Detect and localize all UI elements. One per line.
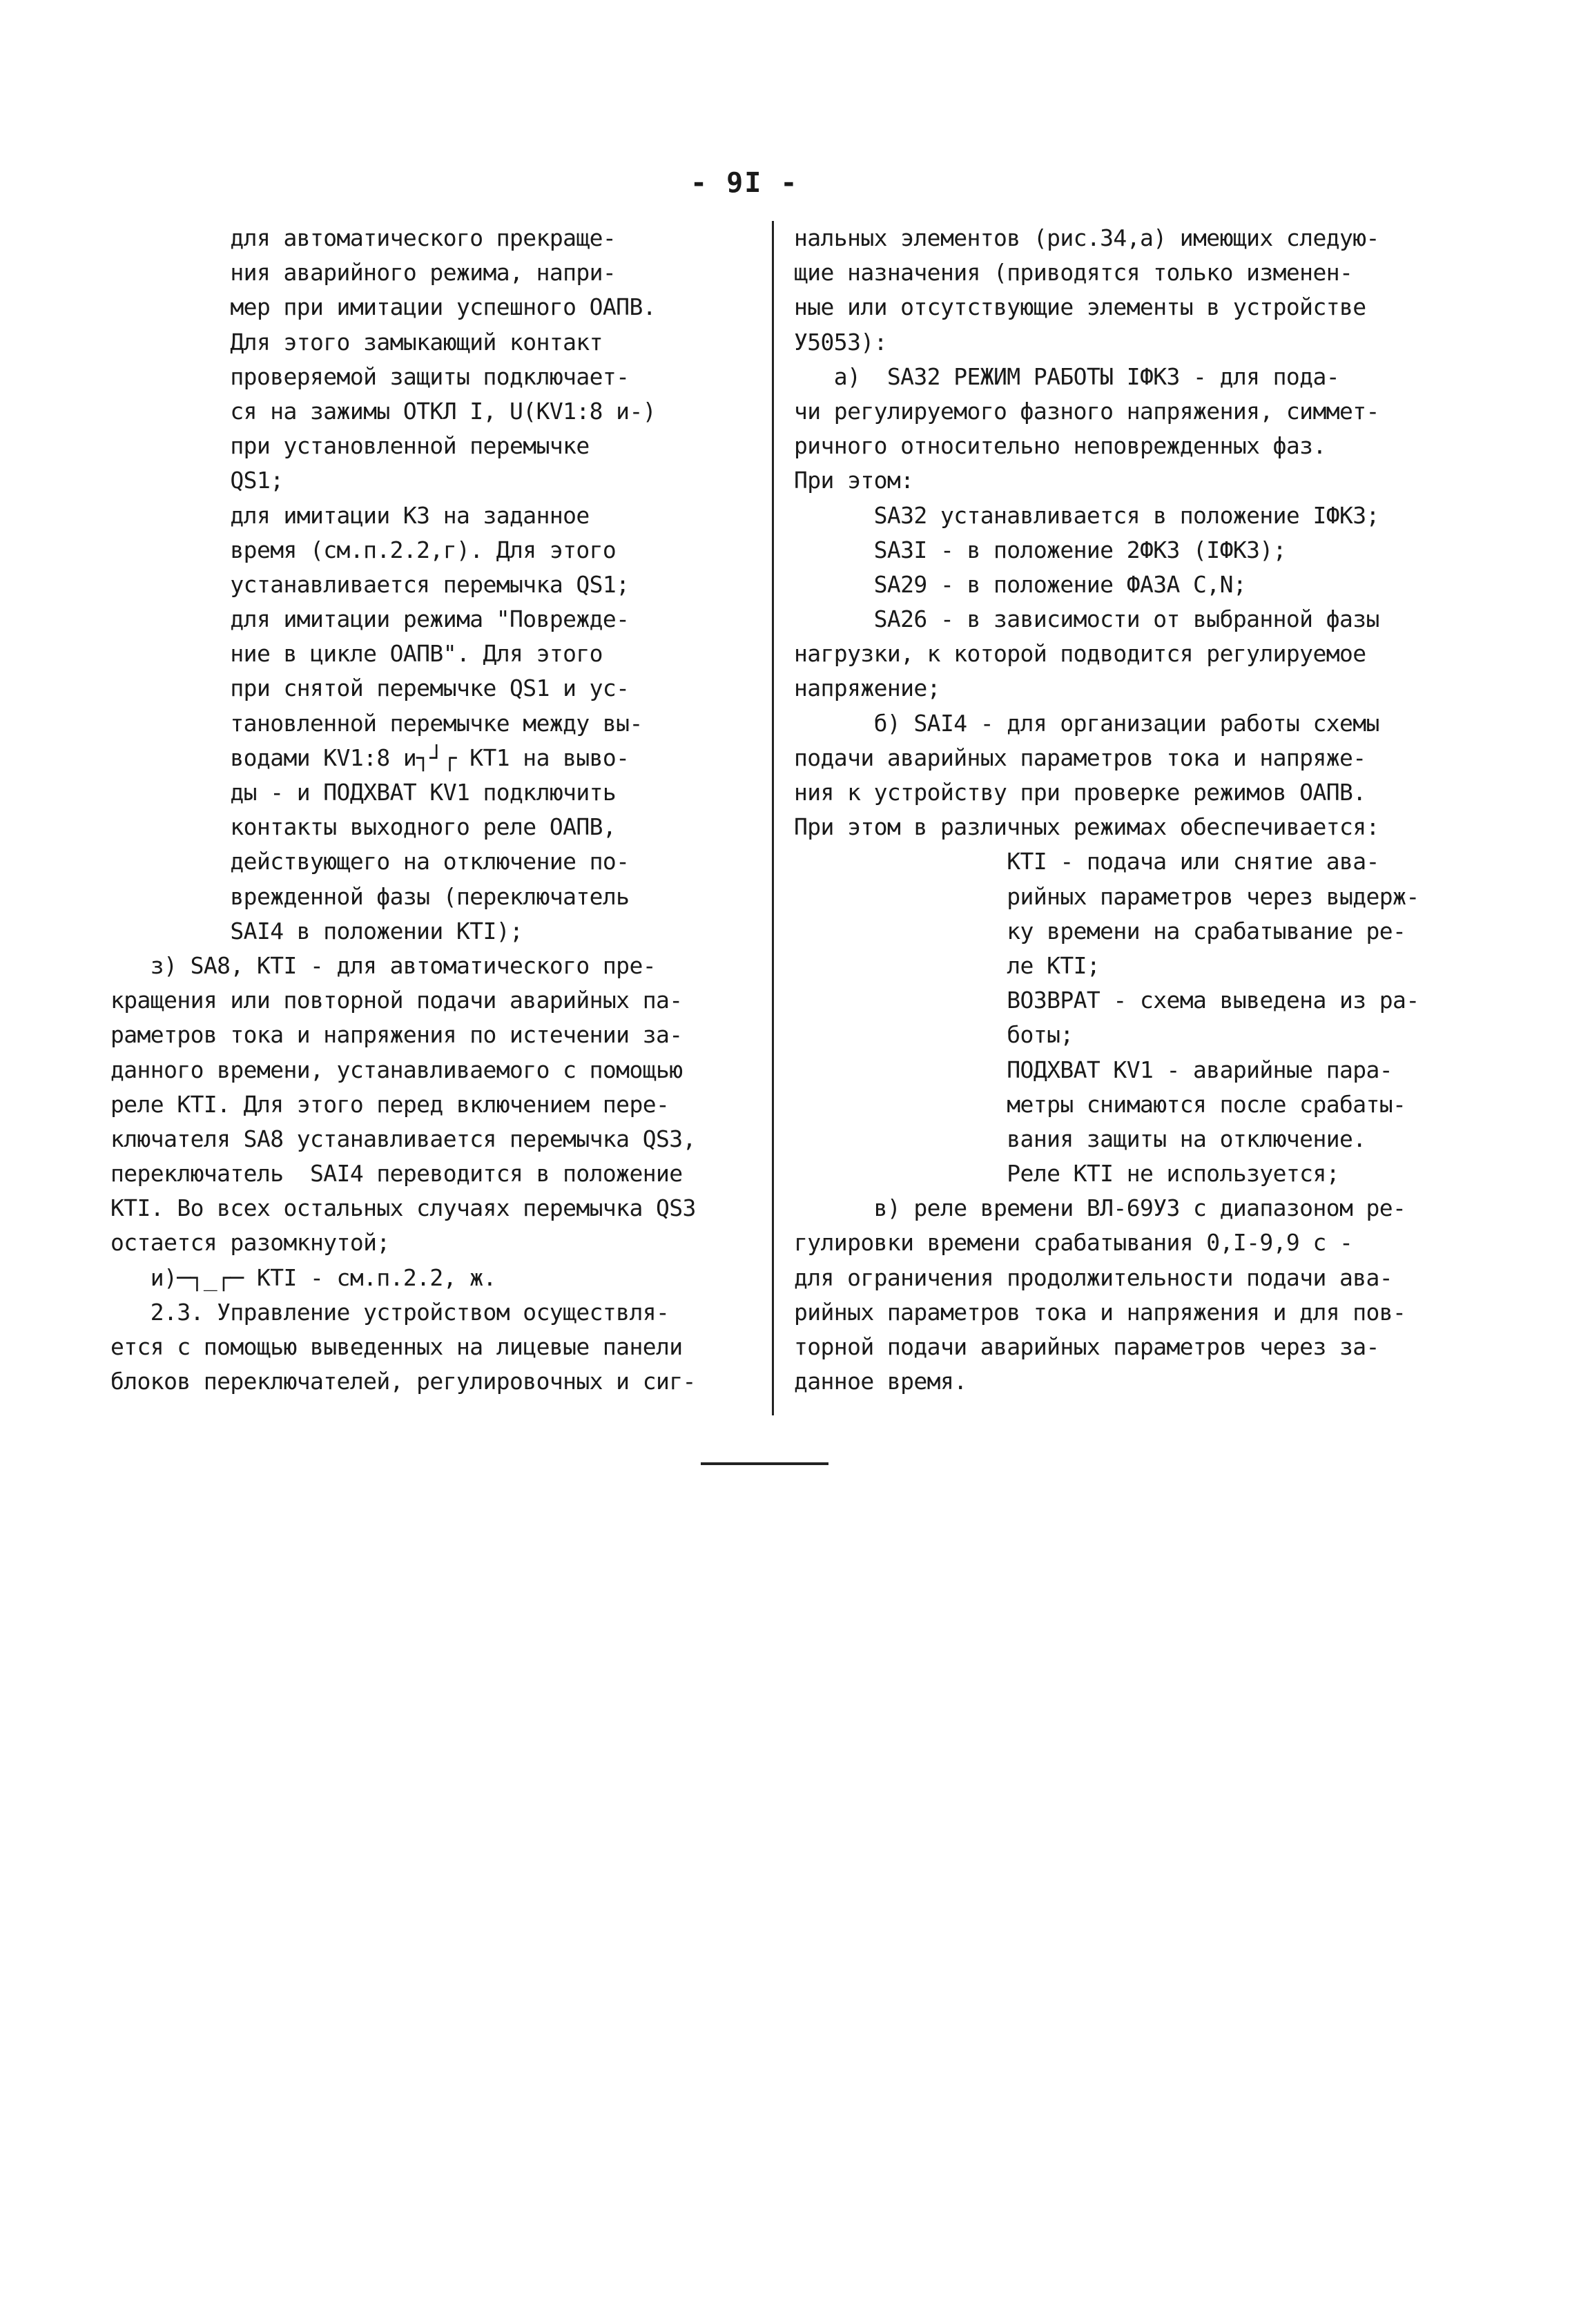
text-line: для имитации КЗ на заданное (110, 501, 590, 529)
text-line: ВОЗВРАТ - схема выведена из ра- (794, 987, 1419, 1014)
text-line: ды - и ПОДХВАТ KV1 подключить (110, 779, 617, 806)
text-line: Для этого замыкающий контакт (110, 328, 603, 356)
text-line: ные или отсутствующие элементы в устройстве (794, 293, 1366, 321)
text-line: 2.3. Управление устройством осуществля- (110, 1298, 670, 1326)
text-line: кращения или повторной подачи аварийных па- (110, 987, 683, 1014)
text-line: SA29 - в положение ФАЗА С,N; (794, 570, 1247, 598)
text-line: При этом в различных режимах обеспечивается: (794, 813, 1379, 841)
text-line: проверяемой защиты подключает- (110, 362, 630, 390)
text-line: и)─┐_┌─ КТI - см.п.2.2, ж. (110, 1263, 496, 1291)
text-line: действующего на отключение по- (110, 848, 630, 875)
text-line: ку времени на срабатывание ре- (794, 917, 1406, 945)
text-line: блоков переключателей, регулировочных и сиг- (110, 1368, 696, 1395)
text-line: контакты выходного реле ОАПВ, (110, 813, 617, 841)
text-line: при установленной перемычке (110, 432, 590, 460)
text-line: остается разомкнутой; (110, 1229, 390, 1257)
text-line: нагрузки, к которой подводится регулируемое (794, 640, 1366, 668)
text-line: Реле КТI не используется; (794, 1160, 1339, 1188)
text-line: для имитации режима "Поврежде- (110, 606, 630, 633)
text-line: реле КТI. Для этого перед включением пере- (110, 1090, 670, 1118)
text-line: для ограничения продолжительности подачи ава- (794, 1263, 1393, 1291)
page-number: - 9I - (690, 167, 799, 199)
text-line: ключателя SA8 устанавливается перемычка QS3, (110, 1125, 696, 1152)
text-line: ние в цикле ОАПВ". Для этого (110, 640, 603, 668)
text-line: ричного относительно неповрежденных фаз. (794, 432, 1326, 460)
text-line: боты; (794, 1021, 1074, 1049)
text-line: QS1; (110, 467, 284, 494)
text-line: щие назначения (приводятся только изменен- (794, 259, 1353, 287)
text-line: ется с помощью выведенных на лицевые панели (110, 1333, 683, 1360)
text-line: SA26 - в зависимости от выбранной фазы (794, 606, 1379, 633)
text-line: ле КТI; (794, 951, 1101, 979)
text-line: SAI4 в положении КТI); (110, 917, 523, 945)
text-line: ся на зажимы ОТКЛ I, U(KV1:8 и-) (110, 397, 656, 425)
text-line: время (см.п.2.2,г). Для этого (110, 536, 617, 563)
text-line: раметров тока и напряжения по истечении за- (110, 1021, 683, 1049)
text-line: рийных параметров через выдерж- (794, 882, 1419, 910)
right-column (794, 221, 1484, 1399)
left-column (110, 221, 759, 1399)
end-rule (701, 1462, 828, 1465)
text-line: рийных параметров тока и напряжения и для пов- (794, 1298, 1406, 1326)
text-line: вания защиты на отключение. (794, 1125, 1366, 1152)
text-line: SA32 устанавливается в положение IФКЗ; (794, 501, 1379, 529)
text-line: тановленной перемычке между вы- (110, 709, 643, 737)
text-line: SA3I - в положение 2ФКЗ (IФКЗ); (794, 536, 1286, 563)
text-line: данного времени, устанавливаемого с помощью (110, 1056, 683, 1083)
column-divider (772, 221, 774, 1415)
text-line: нальных элементов (рис.34,а) имеющих следую- (794, 224, 1379, 251)
text-line: ния к устройству при проверке режимов ОАПВ. (794, 779, 1366, 806)
text-line: ния аварийного режима, напри- (110, 259, 617, 287)
text-line: переключатель SAI4 переводится в положение (110, 1160, 683, 1188)
text-line: КТI - подача или снятие ава- (794, 848, 1379, 875)
text-line: в) реле времени ВЛ-69УЗ с диапазоном ре- (794, 1194, 1406, 1222)
text-line: КТI. Во всех остальных случаях перемычка QS3 (110, 1194, 696, 1222)
text-line: напряжение; (794, 675, 940, 702)
text-line: данное время. (794, 1368, 967, 1395)
text-line: врежденной фазы (переключатель (110, 882, 630, 910)
text-line: При этом: (794, 467, 914, 494)
text-line: чи регулируемого фазного напряжения, симмет- (794, 397, 1379, 425)
text-line: водами KV1:8 и┐┘┌ KT1 на выво- (110, 744, 630, 771)
text-line: для автоматического прекраще- (110, 224, 617, 251)
text-line: гулировки времени срабатывания 0,I-9,9 с - (794, 1229, 1353, 1257)
text-line: подачи аварийных параметров тока и напряже- (794, 744, 1366, 771)
text-line: У5053): (794, 328, 887, 356)
text-line: устанавливается перемычка QS1; (110, 570, 630, 598)
text-line: б) SAI4 - для организации работы схемы (794, 709, 1379, 737)
text-line: ПОДХВАТ KV1 - аварийные пара- (794, 1056, 1393, 1083)
text-line: метры снимаются после срабаты- (794, 1090, 1406, 1118)
text-line: а) SA32 РЕЖИМ РАБОТЫ IФКЗ - для пода- (794, 362, 1339, 390)
text-line: при снятой перемычке QS1 и ус- (110, 675, 630, 702)
text-line: мер при имитации успешного ОАПВ. (110, 293, 656, 321)
text-line: з) SA8, КТI - для автоматического пре- (110, 951, 656, 979)
text-line: торной подачи аварийных параметров через за- (794, 1333, 1379, 1360)
